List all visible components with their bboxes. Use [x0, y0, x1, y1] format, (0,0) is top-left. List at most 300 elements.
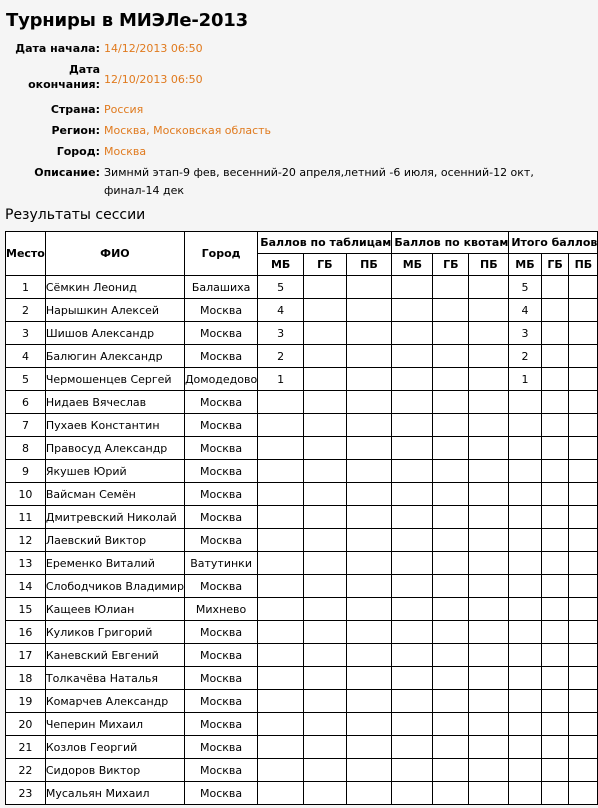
quotas-mb-cell	[392, 483, 433, 506]
tables-pb-cell	[346, 414, 392, 437]
total-gb-cell	[541, 529, 569, 552]
tables-pb-cell	[346, 713, 392, 736]
quotas-mb-cell	[392, 506, 433, 529]
tables-gb-cell	[304, 621, 347, 644]
table-row	[6, 759, 598, 782]
place-cell: 9	[6, 460, 46, 483]
tables-gb-cell	[304, 483, 347, 506]
quotas-gb-cell	[433, 598, 469, 621]
quotas-mb-cell	[392, 644, 433, 667]
table-row	[6, 460, 598, 483]
tables-pb-cell	[346, 598, 392, 621]
total-mb-cell: 5	[509, 276, 541, 299]
place-cell: 1	[6, 276, 46, 299]
total-mb-cell	[509, 506, 541, 529]
tables-pb-cell	[346, 437, 392, 460]
quotas-pb-cell	[469, 322, 509, 345]
place-cell: 21	[6, 736, 46, 759]
header-group-total: Итого баллов	[509, 232, 598, 254]
total-pb-cell	[569, 506, 598, 529]
results-body	[6, 276, 598, 805]
table-row	[6, 690, 598, 713]
quotas-pb-cell	[469, 598, 509, 621]
region-label: Регион:	[51, 124, 100, 137]
total-pb-cell	[569, 322, 598, 345]
tables-gb-cell	[304, 322, 347, 345]
quotas-gb-cell	[433, 437, 469, 460]
tables-pb-cell	[346, 575, 392, 598]
total-mb-cell	[509, 460, 541, 483]
tables-mb-cell	[258, 759, 304, 782]
table-row	[6, 322, 598, 345]
city-cell: Москва	[184, 667, 257, 690]
table-row	[6, 667, 598, 690]
quotas-pb-cell	[469, 552, 509, 575]
city-cell: Москва	[184, 414, 257, 437]
total-mb-cell	[509, 483, 541, 506]
tables-mb-cell	[258, 575, 304, 598]
total-pb-cell	[569, 299, 598, 322]
name-cell: Пухаев Константин	[45, 414, 184, 437]
country-row	[0, 101, 584, 122]
total-gb-cell	[541, 575, 569, 598]
city-cell: Москва	[184, 690, 257, 713]
country-link[interactable]: Россия	[104, 103, 144, 116]
tables-pb-cell	[346, 552, 392, 575]
tables-gb-cell	[304, 575, 347, 598]
total-mb-cell	[509, 667, 541, 690]
tables-mb-cell: 4	[258, 299, 304, 322]
quotas-gb-cell	[433, 391, 469, 414]
name-cell: Мусальян Михаил	[45, 782, 184, 805]
total-gb-cell	[541, 483, 569, 506]
name-cell: Вайсман Семён	[45, 483, 184, 506]
city-row	[0, 143, 584, 164]
name-cell: Толкачёва Наталья	[45, 667, 184, 690]
table-row	[6, 506, 598, 529]
header-city: Город	[184, 232, 257, 276]
name-cell: Слободчиков Владимир	[45, 575, 184, 598]
description-row	[0, 164, 584, 204]
quotas-mb-cell	[392, 667, 433, 690]
city-cell: Москва	[184, 644, 257, 667]
tables-pb-cell	[346, 391, 392, 414]
place-cell: 6	[6, 391, 46, 414]
quotas-gb-cell	[433, 552, 469, 575]
total-pb-cell	[569, 575, 598, 598]
quotas-gb-cell	[433, 276, 469, 299]
end-date-label-line2: окончания:	[28, 78, 100, 91]
total-pb-cell	[569, 782, 598, 805]
header-quotas-mb: МБ	[392, 254, 433, 276]
tables-gb-cell	[304, 782, 347, 805]
place-cell: 18	[6, 667, 46, 690]
tables-pb-cell	[346, 529, 392, 552]
table-row	[6, 276, 598, 299]
city-link[interactable]: Москва	[104, 145, 147, 158]
quotas-pb-cell	[469, 460, 509, 483]
header-quotas-gb: ГБ	[433, 254, 469, 276]
total-mb-cell	[509, 437, 541, 460]
total-gb-cell	[541, 736, 569, 759]
header-quotas-pb: ПБ	[469, 254, 509, 276]
quotas-pb-cell	[469, 299, 509, 322]
quotas-pb-cell	[469, 713, 509, 736]
total-pb-cell	[569, 667, 598, 690]
total-gb-cell	[541, 276, 569, 299]
name-cell: Лаевский Виктор	[45, 529, 184, 552]
total-mb-cell: 4	[509, 299, 541, 322]
tables-mb-cell	[258, 506, 304, 529]
city-cell: Москва	[184, 782, 257, 805]
tables-gb-cell	[304, 368, 347, 391]
city-cell: Москва	[184, 345, 257, 368]
quotas-gb-cell	[433, 736, 469, 759]
table-row	[6, 345, 598, 368]
table-row	[6, 391, 598, 414]
quotas-pb-cell	[469, 575, 509, 598]
total-gb-cell	[541, 368, 569, 391]
total-gb-cell	[541, 552, 569, 575]
total-gb-cell	[541, 598, 569, 621]
total-pb-cell	[569, 598, 598, 621]
total-gb-cell	[541, 713, 569, 736]
place-cell: 14	[6, 575, 46, 598]
tables-mb-cell	[258, 460, 304, 483]
quotas-gb-cell	[433, 529, 469, 552]
name-cell: Чеперин Михаил	[45, 713, 184, 736]
total-mb-cell	[509, 621, 541, 644]
total-pb-cell	[569, 276, 598, 299]
header-tables-mb: МБ	[258, 254, 304, 276]
total-pb-cell	[569, 345, 598, 368]
total-gb-cell	[541, 621, 569, 644]
quotas-mb-cell	[392, 598, 433, 621]
end-date-value: 12/10/2013 06:50	[104, 73, 203, 86]
total-mb-cell	[509, 529, 541, 552]
tables-pb-cell	[346, 644, 392, 667]
quotas-gb-cell	[433, 414, 469, 437]
quotas-mb-cell	[392, 368, 433, 391]
header-group-tables: Баллов по таблицам	[258, 232, 392, 254]
quotas-pb-cell	[469, 414, 509, 437]
total-pb-cell	[569, 759, 598, 782]
total-mb-cell: 3	[509, 322, 541, 345]
city-cell: Москва	[184, 575, 257, 598]
tables-gb-cell	[304, 345, 347, 368]
quotas-gb-cell	[433, 299, 469, 322]
start-date-row	[0, 40, 584, 62]
tables-mb-cell	[258, 598, 304, 621]
tables-gb-cell	[304, 529, 347, 552]
total-mb-cell: 1	[509, 368, 541, 391]
place-cell: 17	[6, 644, 46, 667]
quotas-pb-cell	[469, 759, 509, 782]
tables-gb-cell	[304, 391, 347, 414]
quotas-mb-cell	[392, 299, 433, 322]
table-row	[6, 529, 598, 552]
quotas-mb-cell	[392, 782, 433, 805]
city-cell: Москва	[184, 759, 257, 782]
header-total-gb: ГБ	[541, 254, 569, 276]
country-label: Страна:	[50, 103, 100, 116]
total-gb-cell	[541, 759, 569, 782]
total-mb-cell	[509, 598, 541, 621]
tables-gb-cell	[304, 759, 347, 782]
quotas-mb-cell	[392, 345, 433, 368]
total-pb-cell	[569, 690, 598, 713]
tables-mb-cell	[258, 690, 304, 713]
results-table	[5, 231, 598, 805]
tables-gb-cell	[304, 506, 347, 529]
quotas-mb-cell	[392, 460, 433, 483]
end-date-label	[0, 62, 104, 92]
quotas-gb-cell	[433, 322, 469, 345]
tables-gb-cell	[304, 736, 347, 759]
total-mb-cell	[509, 575, 541, 598]
tables-gb-cell	[304, 552, 347, 575]
tables-mb-cell: 1	[258, 368, 304, 391]
end-date-row	[0, 62, 584, 101]
tables-gb-cell	[304, 690, 347, 713]
quotas-gb-cell	[433, 713, 469, 736]
quotas-pb-cell	[469, 437, 509, 460]
place-cell: 23	[6, 782, 46, 805]
quotas-gb-cell	[433, 667, 469, 690]
total-gb-cell	[541, 460, 569, 483]
tables-pb-cell	[346, 782, 392, 805]
region-row	[0, 122, 584, 143]
tables-mb-cell	[258, 552, 304, 575]
quotas-gb-cell	[433, 690, 469, 713]
tables-pb-cell	[346, 621, 392, 644]
total-gb-cell	[541, 782, 569, 805]
name-cell: Шишов Александр	[45, 322, 184, 345]
description-value: Зимнмй этап-9 фев, весенний-20 апреля,летний -6 июля, осенний-12 окт, финал-14 дек	[104, 166, 534, 197]
quotas-gb-cell	[433, 575, 469, 598]
city-cell: Балашиха	[184, 276, 257, 299]
place-cell: 19	[6, 690, 46, 713]
name-cell: Кащеев Юлиан	[45, 598, 184, 621]
quotas-pb-cell	[469, 736, 509, 759]
place-cell: 15	[6, 598, 46, 621]
tables-mb-cell	[258, 437, 304, 460]
name-cell: Якушев Юрий	[45, 460, 184, 483]
total-pb-cell	[569, 529, 598, 552]
name-cell: Балюгин Александр	[45, 345, 184, 368]
quotas-gb-cell	[433, 621, 469, 644]
tables-gb-cell	[304, 713, 347, 736]
city-cell: Москва	[184, 529, 257, 552]
total-mb-cell	[509, 391, 541, 414]
tables-mb-cell	[258, 414, 304, 437]
tables-gb-cell	[304, 299, 347, 322]
tables-mb-cell: 2	[258, 345, 304, 368]
table-row	[6, 713, 598, 736]
city-cell: Ватутинки	[184, 552, 257, 575]
total-pb-cell	[569, 736, 598, 759]
total-pb-cell	[569, 621, 598, 644]
place-cell: 13	[6, 552, 46, 575]
quotas-pb-cell	[469, 345, 509, 368]
quotas-gb-cell	[433, 345, 469, 368]
total-mb-cell	[509, 414, 541, 437]
quotas-mb-cell	[392, 759, 433, 782]
quotas-gb-cell	[433, 759, 469, 782]
tables-pb-cell	[346, 299, 392, 322]
tables-mb-cell	[258, 736, 304, 759]
total-pb-cell	[569, 368, 598, 391]
city-cell: Москва	[184, 621, 257, 644]
name-cell: Сёмкин Леонид	[45, 276, 184, 299]
tables-mb-cell	[258, 713, 304, 736]
name-cell: Нидаев Вячеслав	[45, 391, 184, 414]
quotas-pb-cell	[469, 621, 509, 644]
quotas-mb-cell	[392, 575, 433, 598]
city-cell: Москва	[184, 506, 257, 529]
quotas-gb-cell	[433, 483, 469, 506]
tables-pb-cell	[346, 483, 392, 506]
tables-mb-cell: 3	[258, 322, 304, 345]
city-cell: Москва	[184, 437, 257, 460]
total-mb-cell	[509, 736, 541, 759]
total-gb-cell	[541, 644, 569, 667]
tables-gb-cell	[304, 437, 347, 460]
place-cell: 11	[6, 506, 46, 529]
quotas-pb-cell	[469, 644, 509, 667]
total-pb-cell	[569, 552, 598, 575]
total-gb-cell	[541, 437, 569, 460]
tables-mb-cell	[258, 644, 304, 667]
table-row	[6, 483, 598, 506]
name-cell: Козлов Георгий	[45, 736, 184, 759]
header-tables-gb: ГБ	[304, 254, 347, 276]
header-group-quotas: Баллов по квотам	[392, 232, 509, 254]
quotas-pb-cell	[469, 391, 509, 414]
tables-pb-cell	[346, 667, 392, 690]
table-row	[6, 368, 598, 391]
tables-mb-cell	[258, 782, 304, 805]
place-cell: 10	[6, 483, 46, 506]
table-row	[6, 598, 598, 621]
city-cell: Москва	[184, 483, 257, 506]
quotas-pb-cell	[469, 276, 509, 299]
quotas-gb-cell	[433, 506, 469, 529]
quotas-gb-cell	[433, 782, 469, 805]
header-total-pb: ПБ	[569, 254, 598, 276]
total-gb-cell	[541, 345, 569, 368]
name-cell: Дмитревский Николай	[45, 506, 184, 529]
tables-mb-cell	[258, 391, 304, 414]
region-link[interactable]: Москва, Московская область	[104, 124, 272, 137]
table-row	[6, 437, 598, 460]
place-cell: 2	[6, 299, 46, 322]
tables-pb-cell	[346, 506, 392, 529]
total-pb-cell	[569, 437, 598, 460]
city-cell: Москва	[184, 299, 257, 322]
table-row	[6, 782, 598, 805]
table-row	[6, 575, 598, 598]
tables-gb-cell	[304, 667, 347, 690]
total-gb-cell	[541, 299, 569, 322]
place-cell: 8	[6, 437, 46, 460]
quotas-mb-cell	[392, 529, 433, 552]
description-label: Описание:	[34, 166, 100, 179]
total-mb-cell	[509, 552, 541, 575]
quotas-pb-cell	[469, 690, 509, 713]
tables-mb-cell	[258, 621, 304, 644]
start-date-label: Дата начала:	[15, 42, 100, 55]
total-pb-cell	[569, 713, 598, 736]
city-cell: Михнево	[184, 598, 257, 621]
place-cell: 20	[6, 713, 46, 736]
quotas-pb-cell	[469, 483, 509, 506]
end-date-label-line1: Дата	[68, 63, 100, 76]
header-name: ФИО	[45, 232, 184, 276]
city-cell: Москва	[184, 322, 257, 345]
tables-pb-cell	[346, 759, 392, 782]
name-cell: Каневский Евгений	[45, 644, 184, 667]
start-date-value: 14/12/2013 06:50	[104, 42, 203, 55]
city-cell: Москва	[184, 736, 257, 759]
quotas-pb-cell	[469, 782, 509, 805]
quotas-mb-cell	[392, 276, 433, 299]
tables-pb-cell	[346, 736, 392, 759]
total-gb-cell	[541, 667, 569, 690]
total-mb-cell: 2	[509, 345, 541, 368]
table-row	[6, 644, 598, 667]
total-pb-cell	[569, 414, 598, 437]
total-mb-cell	[509, 759, 541, 782]
tables-mb-cell	[258, 667, 304, 690]
tables-gb-cell	[304, 276, 347, 299]
tables-mb-cell	[258, 529, 304, 552]
tables-pb-cell	[346, 368, 392, 391]
table-row	[6, 414, 598, 437]
name-cell: Нарышкин Алексей	[45, 299, 184, 322]
total-mb-cell	[509, 782, 541, 805]
city-cell: Москва	[184, 713, 257, 736]
table-row	[6, 621, 598, 644]
total-mb-cell	[509, 690, 541, 713]
quotas-mb-cell	[392, 621, 433, 644]
tables-mb-cell: 5	[258, 276, 304, 299]
tables-gb-cell	[304, 644, 347, 667]
tables-pb-cell	[346, 276, 392, 299]
tables-mb-cell	[258, 483, 304, 506]
tables-gb-cell	[304, 598, 347, 621]
total-pb-cell	[569, 644, 598, 667]
place-cell: 16	[6, 621, 46, 644]
tables-pb-cell	[346, 690, 392, 713]
total-pb-cell	[569, 391, 598, 414]
total-gb-cell	[541, 690, 569, 713]
place-cell: 12	[6, 529, 46, 552]
total-gb-cell	[541, 414, 569, 437]
quotas-mb-cell	[392, 391, 433, 414]
header-place: Место	[6, 232, 46, 276]
quotas-mb-cell	[392, 552, 433, 575]
quotas-mb-cell	[392, 713, 433, 736]
city-cell: Москва	[184, 460, 257, 483]
total-gb-cell	[541, 391, 569, 414]
total-mb-cell	[509, 644, 541, 667]
total-gb-cell	[541, 506, 569, 529]
tables-pb-cell	[346, 322, 392, 345]
city-label: Город:	[56, 145, 100, 158]
quotas-mb-cell	[392, 414, 433, 437]
table-row	[6, 552, 598, 575]
